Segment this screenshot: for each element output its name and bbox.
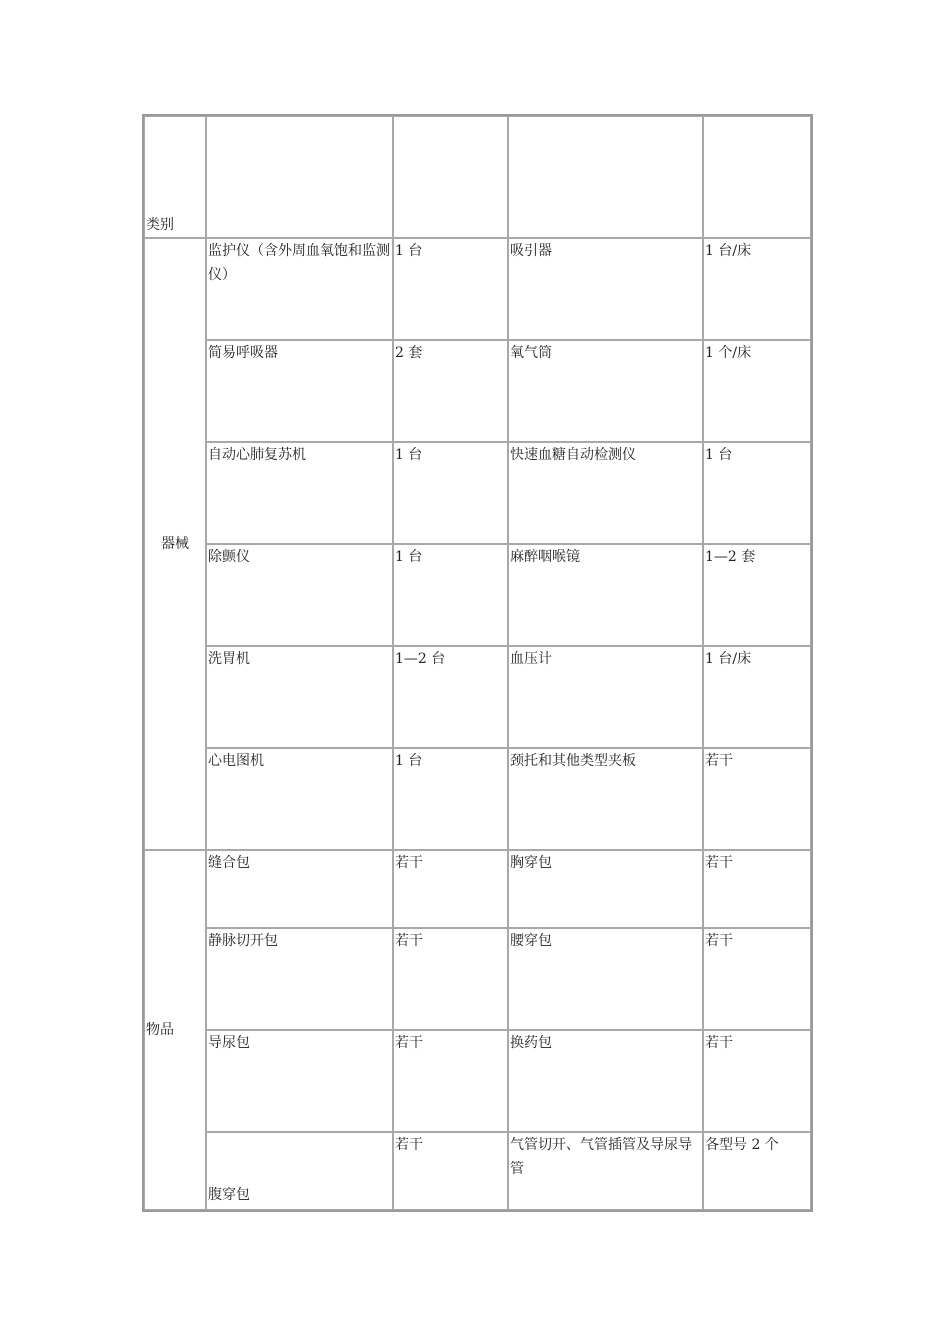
item-quantity: 若干 <box>393 1030 508 1132</box>
table-row <box>144 928 811 1030</box>
table-row <box>144 238 811 340</box>
item-quantity: 若干 <box>703 850 811 928</box>
table-row <box>144 1132 811 1210</box>
item-quantity: 若干 <box>703 748 811 850</box>
category-cell-supplies: 物品 <box>144 850 206 1210</box>
item-name: 胸穿包 <box>508 850 703 928</box>
item-quantity: 1—2 套 <box>703 544 811 646</box>
item-quantity: 若干 <box>703 1030 811 1132</box>
item-name: 氧气筒 <box>508 340 703 442</box>
item-name: 缝合包 <box>206 850 393 928</box>
item-name: 除颤仪 <box>206 544 393 646</box>
item-name: 腰穿包 <box>508 928 703 1030</box>
table-row <box>144 442 811 544</box>
item-quantity: 若干 <box>393 1132 508 1210</box>
item-quantity: 1 台/床 <box>703 238 811 340</box>
header-cell <box>206 116 393 238</box>
item-quantity: 若干 <box>393 850 508 928</box>
header-row <box>144 116 811 238</box>
table-row <box>144 850 811 928</box>
item-quantity: 若干 <box>703 928 811 1030</box>
header-cell <box>703 116 811 238</box>
item-quantity: 1 台 <box>393 748 508 850</box>
table-row <box>144 340 811 442</box>
item-name: 血压计 <box>508 646 703 748</box>
table-row <box>144 544 811 646</box>
item-quantity: 若干 <box>393 928 508 1030</box>
equipment-table <box>142 114 813 1212</box>
item-quantity: 1 台/床 <box>703 646 811 748</box>
item-quantity: 1 台 <box>393 544 508 646</box>
item-quantity: 1 台 <box>393 442 508 544</box>
category-header: 类别 <box>144 116 206 238</box>
item-name: 导尿包 <box>206 1030 393 1132</box>
item-name: 麻醉咽喉镜 <box>508 544 703 646</box>
item-quantity: 1 台 <box>393 238 508 340</box>
table-row <box>144 1030 811 1132</box>
header-cell <box>393 116 508 238</box>
item-name: 气管切开、气管插管及导尿导管 <box>508 1132 703 1210</box>
item-name: 颈托和其他类型夹板 <box>508 748 703 850</box>
item-quantity: 1—2 台 <box>393 646 508 748</box>
table-row <box>144 748 811 850</box>
item-name: 换药包 <box>508 1030 703 1132</box>
category-cell-instruments: 器械 <box>144 238 206 850</box>
item-name: 静脉切开包 <box>206 928 393 1030</box>
item-quantity: 1 个/床 <box>703 340 811 442</box>
item-name: 简易呼吸器 <box>206 340 393 442</box>
header-cell <box>508 116 703 238</box>
table-row <box>144 646 811 748</box>
item-name: 洗胃机 <box>206 646 393 748</box>
item-name: 心电图机 <box>206 748 393 850</box>
item-name: 腹穿包 <box>206 1132 393 1210</box>
item-name: 快速血糖自动检测仪 <box>508 442 703 544</box>
item-name: 自动心肺复苏机 <box>206 442 393 544</box>
item-name: 监护仪（含外周血氧饱和监测仪） <box>206 238 393 340</box>
item-quantity: 各型号 2 个 <box>703 1132 811 1210</box>
item-quantity: 2 套 <box>393 340 508 442</box>
item-quantity: 1 台 <box>703 442 811 544</box>
item-name: 吸引器 <box>508 238 703 340</box>
